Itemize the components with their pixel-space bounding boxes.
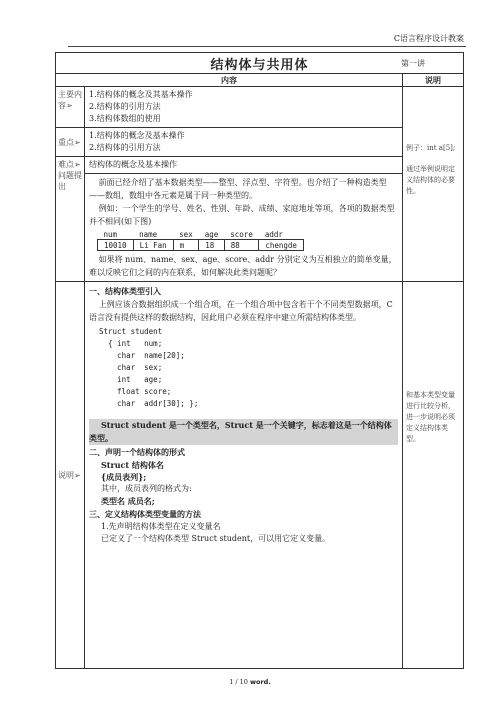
notes-column-header: 说明 (403, 74, 464, 87)
difficult-cell (85, 157, 403, 174)
note-compare: 和基本类型变量进行比较分析，进一步说明必须定义结构体类型。 (406, 391, 455, 443)
lesson-plan-table (55, 52, 464, 669)
page-footer (0, 678, 500, 686)
label-explain-cell (56, 282, 85, 669)
list-item: 1.结构体的概念及其基本操作 (89, 90, 193, 99)
field-name: age (204, 229, 219, 239)
page-number: 1 / 10 (229, 678, 248, 686)
method-1-desc: 已定义了一个结构体类型 Struct student，可以用它定义变量。 (101, 534, 331, 543)
field-name: name (139, 229, 158, 239)
code-line: char addr[30]; }; (99, 399, 199, 408)
record-cell: m (173, 240, 199, 251)
field-name: num (103, 229, 118, 239)
label-difficult: 难点➢ (58, 160, 81, 169)
code-line: int age; (99, 375, 163, 384)
list-item: 2.结构体的引用方法 (89, 143, 161, 152)
code-block (89, 326, 398, 410)
student-record-table (97, 229, 304, 251)
page-title: 结构体与共用体 (210, 57, 309, 73)
note-example: 例子：int a[5]; (406, 144, 456, 152)
question-para-1: 前面已经介绍了基本数据类型——整型、浮点型、字符型。也介绍了一种构造类型——数组，数组中各元素是属于同一种类型的。 (89, 178, 387, 200)
section-2-heading: 二、声明一个结构体的形式 (89, 448, 185, 457)
record-cell: 10010 (98, 240, 134, 251)
course-header: C语言程序设计教案 (393, 34, 464, 43)
notes-bottom-cell (403, 282, 464, 669)
notes-top-cell (403, 87, 464, 282)
field-name: addr (264, 229, 283, 239)
list-item: 3.结构体数组的使用 (89, 114, 161, 123)
code-line: char name[20]; (99, 351, 185, 360)
section-1-para: 上例应该合数据组织成一个组合项，在一个组合项中包含若干个不同类型数据项，C语言没有提供这样的数据结构，因此用户必须在程序中建立所需结构体类型。 (89, 300, 393, 322)
question-cell (85, 174, 403, 282)
section-3-heading: 三、定义结构体类型变量的方法 (89, 510, 201, 519)
main-content-cell (85, 87, 403, 128)
list-item: 2.结构体的引用方法 (89, 102, 161, 111)
header-rule (68, 46, 466, 47)
code-line: char sex; (99, 363, 163, 372)
highlighted-note: Struct student 是一个类型名，Struct 是一个关键字，标志着这是一个结构体类型。 (89, 419, 398, 445)
label-explain: 说明➢ (58, 470, 81, 480)
question-para-3: 如果将 num、name、sex、age、score、addr 分别定义为互相独立的简单变量，难以反映它们之间的内在联系，如何解决此类问题呢？ (89, 255, 397, 277)
footer-suffix: word. (250, 678, 271, 686)
field-name: sex (179, 229, 193, 239)
label-main-content: 主要内容➢ (56, 87, 85, 128)
content-column-header: 内容 (56, 74, 403, 87)
lecture-body-cell (85, 282, 403, 669)
code-line: { int num; (99, 339, 163, 348)
struct-form-line: Struct 结构体名 (101, 460, 164, 470)
field-name: score (230, 229, 253, 239)
record-cell: 18 (199, 240, 225, 251)
record-cell: 88 (224, 240, 259, 251)
key-points-cell (85, 128, 403, 157)
code-line: float score; (99, 387, 172, 396)
member-list-line: {成员表列}; (101, 472, 147, 482)
member-format-line: 其中，成员表列的格式为: (101, 484, 192, 493)
question-para-2: 例如：一个学生的学号、姓名、性别、年龄、成绩、家庭地址等项，各项的数据类型并不相同(如下图) (89, 204, 395, 226)
label-difficult-question (56, 157, 85, 282)
label-question: 问题提出 (58, 171, 82, 191)
lecture-label: 第一讲 (401, 59, 426, 68)
section-1-heading: 一、结构体类型引入 (89, 287, 161, 296)
title-cell (56, 53, 464, 74)
member-type-line: 类型名 成员名; (101, 496, 155, 506)
code-line: Struct student (99, 327, 163, 336)
label-key-points: 重点➢ (56, 128, 85, 157)
list-item: 1.结构体的概念及基本操作 (89, 131, 185, 140)
note-explain: 通过举例说明定义结构体的必要性。 (406, 165, 455, 195)
difficult-text: 结构体的概念及基本操作 (89, 160, 177, 169)
record-cell: Li Fan (133, 240, 173, 251)
record-cell: chengde (259, 240, 304, 251)
method-1-line: 1.先声明结构体类型在定义变量名 (101, 522, 221, 531)
